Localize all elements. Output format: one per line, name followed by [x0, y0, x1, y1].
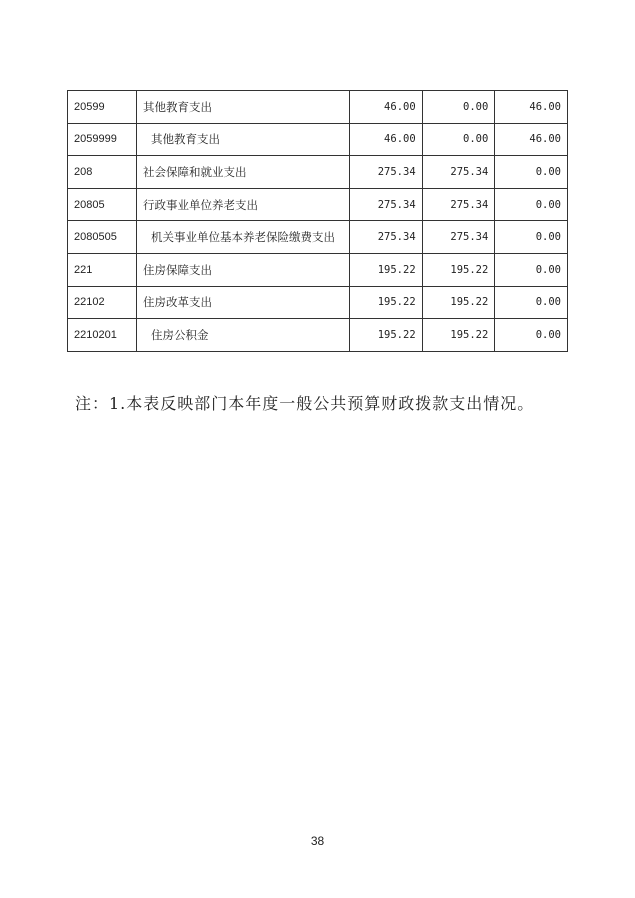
row-total: 195.22: [350, 319, 423, 352]
row-basic: 275.34: [422, 156, 495, 189]
row-basic: 195.22: [422, 253, 495, 286]
row-code: 20599: [68, 91, 137, 124]
row-name: 住房公积金: [137, 319, 350, 352]
row-code: 20805: [68, 188, 137, 221]
table-row: [68, 253, 568, 286]
table-row: [68, 221, 568, 254]
row-total: 195.22: [350, 286, 423, 319]
row-total: 275.34: [350, 188, 423, 221]
row-code: 221: [68, 253, 137, 286]
row-project: 0.00: [495, 286, 568, 319]
row-project: 46.00: [495, 123, 568, 156]
row-name: 其他教育支出: [137, 91, 350, 124]
row-project: 0.00: [495, 188, 568, 221]
row-total: 195.22: [350, 253, 423, 286]
row-name: 机关事业单位基本养老保险缴费支出: [137, 221, 350, 254]
row-project: 0.00: [495, 221, 568, 254]
table-note: 注：1.本表反映部门本年度一般公共预算财政拨款支出情况。: [75, 394, 535, 413]
row-basic: 275.34: [422, 221, 495, 254]
row-project: 46.00: [495, 91, 568, 124]
table-body: [68, 91, 568, 352]
row-name: 住房改革支出: [137, 286, 350, 319]
row-code: 2210201: [68, 319, 137, 352]
table-row: [68, 188, 568, 221]
row-code: 208: [68, 156, 137, 189]
row-total: 46.00: [350, 123, 423, 156]
row-code: 2080505: [68, 221, 137, 254]
row-project: 0.00: [495, 319, 568, 352]
table-row: [68, 319, 568, 352]
row-basic: 195.22: [422, 286, 495, 319]
row-basic: 0.00: [422, 91, 495, 124]
budget-table: [67, 90, 568, 352]
row-total: 275.34: [350, 156, 423, 189]
row-code: 2059999: [68, 123, 137, 156]
row-code: 22102: [68, 286, 137, 319]
table-row: [68, 123, 568, 156]
row-name: 住房保障支出: [137, 253, 350, 286]
page-number: 38: [310, 834, 325, 848]
row-name: 行政事业单位养老支出: [137, 188, 350, 221]
table-row: [68, 156, 568, 189]
row-project: 0.00: [495, 253, 568, 286]
row-basic: 0.00: [422, 123, 495, 156]
row-name: 其他教育支出: [137, 123, 350, 156]
row-name: 社会保障和就业支出: [137, 156, 350, 189]
table-row: [68, 91, 568, 124]
table-row: [68, 286, 568, 319]
row-basic: 275.34: [422, 188, 495, 221]
row-project: 0.00: [495, 156, 568, 189]
row-basic: 195.22: [422, 319, 495, 352]
row-total: 46.00: [350, 91, 423, 124]
row-total: 275.34: [350, 221, 423, 254]
